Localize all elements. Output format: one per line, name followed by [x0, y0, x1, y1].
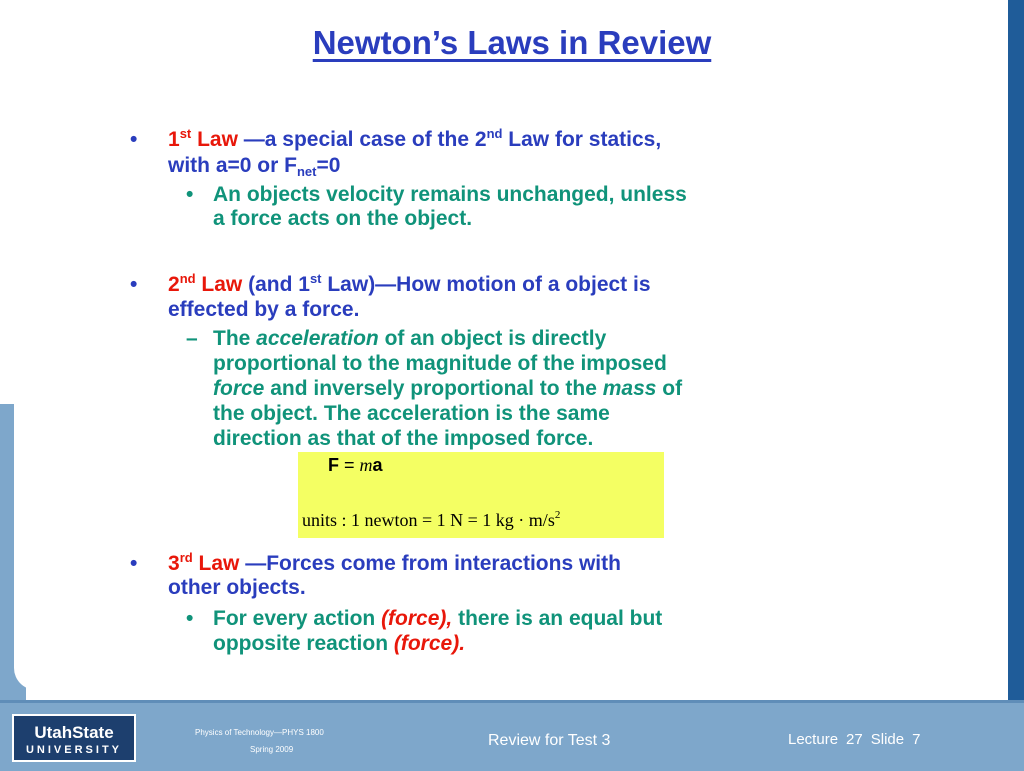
law3-line2: other objects. [168, 576, 306, 599]
bullet-dot: • [130, 128, 138, 151]
law1-line2: with a=0 or $F_{net}=0$ [168, 154, 341, 179]
footer-title: Review for Test 3 [488, 732, 611, 749]
frame-right-bar [1008, 0, 1024, 768]
equation-fma: F = ma [328, 455, 383, 475]
law2-sub-line4: the object. The acceleration is the same [213, 402, 610, 425]
sub-dash: – [186, 327, 198, 350]
law2-number: 2nd Law [168, 271, 243, 296]
slide-label: Slide [870, 731, 905, 748]
law3-sub-line2: opposite reaction (force). [213, 632, 466, 655]
footer-slide-info [788, 731, 928, 748]
law1-sub-line2: a force acts on the object. [213, 207, 473, 230]
law2-sub-line5: direction as that of the imposed force. [213, 427, 594, 450]
law2-sub-line1: The acceleration of an object is directly [213, 327, 607, 350]
law3-line1: 3rd Law —Forces come from interactions with [168, 550, 621, 575]
university-logo: UtahState UNIVERSITY [12, 714, 136, 762]
equation-box [298, 452, 664, 538]
law2-line1: 2nd Law (and 1st Law)—How motion of a object is [168, 271, 651, 296]
law1-sub-line1: An objects velocity remains unchanged, unless [213, 183, 687, 206]
lecture-label: Lecture [788, 731, 839, 748]
sub-bullet-dot: • [186, 183, 194, 206]
law1-line1: 1st Law —a special case of the 2nd Law for statics, [168, 126, 662, 151]
law2-line2: effected by a force. [168, 298, 360, 321]
law3-number: 3rd Law [168, 550, 240, 575]
lecture-number: 27 [846, 731, 863, 748]
law2-sub-line2: proportional to the magnitude of the imposed [213, 352, 667, 375]
bullet-dot: • [130, 273, 138, 296]
footer-course: Physics of Technology—PHYS 1800 [195, 728, 324, 737]
law3-sub-line1: For every action (force), there is an equal but [213, 607, 663, 630]
law1-number: 1st Law [168, 126, 238, 151]
law2-sub-line3: force and inversely proportional to the mass of [213, 377, 683, 400]
bullet-dot: • [130, 552, 138, 575]
slide-title: Newton’s Laws in Review [312, 24, 712, 61]
sub-bullet-dot: • [186, 607, 194, 630]
footer-term: Spring 2009 [250, 745, 294, 754]
slide-number: 7 [912, 731, 921, 748]
equation-units: units : 1 newton = 1 N = 1 kg · $m/s^2$ [302, 509, 561, 530]
